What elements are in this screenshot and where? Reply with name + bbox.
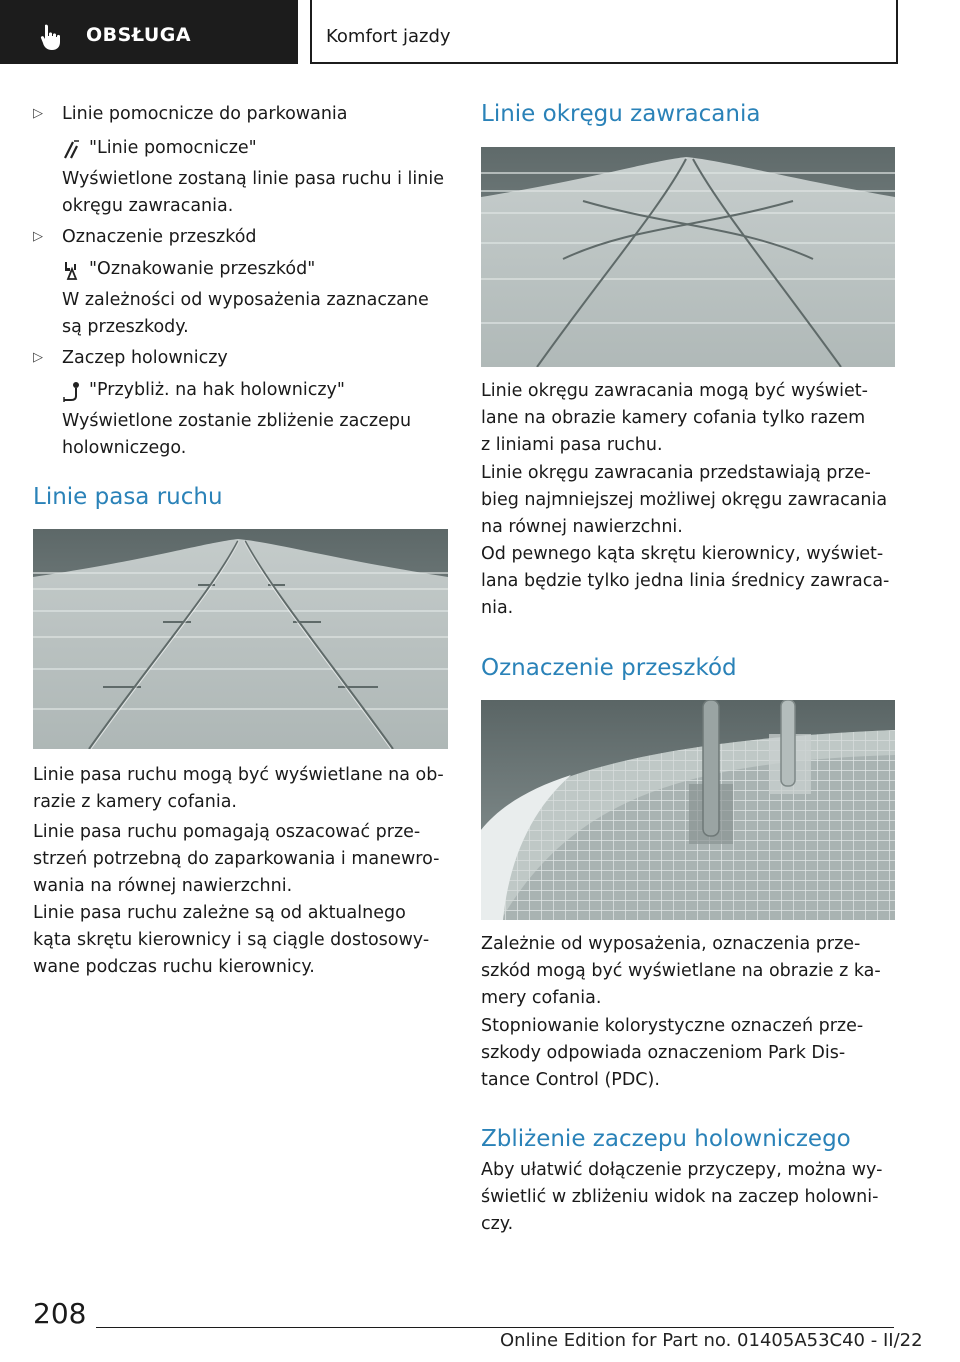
text-line: lana będzie tylko jedna linia średnicy zawraca- <box>481 571 890 591</box>
text-line: czy. <box>481 1214 514 1234</box>
chapter-title: Komfort jazdy <box>326 26 451 47</box>
page-number: 208 <box>33 1297 87 1330</box>
edition-footer: Online Edition for Part no. 01405A53C40 - II/22 <box>500 1330 923 1351</box>
text-line: okręgu zawracania. <box>62 196 234 216</box>
hand-pointer-icon <box>36 22 66 52</box>
text-line: Stopniowanie kolorystyczne oznaczeń prze- <box>481 1016 864 1036</box>
list-item-description <box>62 166 444 220</box>
obstacle-icon <box>62 259 82 281</box>
text-line: Zależnie od wyposażenia, oznaczenia prze- <box>481 934 861 954</box>
paragraph <box>481 1013 863 1094</box>
text-line: nia. <box>481 598 514 618</box>
text-line: lane na obrazie kamery cofania tylko razem <box>481 408 866 428</box>
option-name: "Przybliż. na hak holowniczy" <box>89 380 345 400</box>
option-name: "Linie pomocnicze" <box>89 138 257 158</box>
bullet-triangle-icon: ▷ <box>33 106 43 121</box>
text-line: razie z kamery cofania. <box>33 792 237 812</box>
list-item-description <box>62 408 411 462</box>
text-line: Linie pasa ruchu mogą być wyświetlane na ob- <box>33 765 444 785</box>
list-item-label: Zaczep holowniczy <box>62 348 228 368</box>
text-line: świetlić w zbliżeniu widok na zaczep holowni- <box>481 1187 879 1207</box>
text-line: kąta skrętu kierownicy i są ciągle dostosowy- <box>33 930 430 950</box>
paragraph <box>481 541 889 622</box>
option-name: "Oznakowanie przeszkód" <box>89 259 316 279</box>
paragraph <box>481 931 881 1012</box>
list-item-label: Linie pomocnicze do parkowania <box>62 104 348 124</box>
paragraph <box>33 819 439 900</box>
text-line: Wyświetlone zostaną linie pasa ruchu i linie <box>62 169 445 189</box>
text-line: z liniami pasa ruchu. <box>481 435 663 455</box>
text-line: mery cofania. <box>481 988 602 1008</box>
text-line: szkody odpowiada oznaczeniom Park Dis- <box>481 1043 846 1063</box>
turning-circle-illustration <box>481 147 895 367</box>
footer-divider <box>96 1327 894 1328</box>
paragraph <box>481 460 887 541</box>
text-line: tance Control (PDC). <box>481 1070 660 1090</box>
section-heading: Linie okręgu zawracania <box>481 101 761 127</box>
text-line: wane podczas ruchu kierownicy. <box>33 957 315 977</box>
lane-lines-illustration <box>33 529 448 749</box>
paragraph <box>481 378 868 459</box>
list-item-label: Oznaczenie przeszkód <box>62 227 257 247</box>
text-line: bieg najmniejszej możliwej okręgu zawracania <box>481 490 888 510</box>
chapter-title-box <box>310 0 898 64</box>
text-line: W zależności od wyposażenia zaznaczane <box>62 290 429 310</box>
paragraph <box>33 900 429 981</box>
paragraph <box>33 762 444 816</box>
text-line: szkód mogą być wyświetlane na obrazie z ka- <box>481 961 881 981</box>
text-line: Linie okręgu zawracania przedstawiają prze- <box>481 463 871 483</box>
text-line: strzeń potrzebną do zaparkowania i manewro- <box>33 849 440 869</box>
section-label: OBSŁUGA <box>86 24 192 46</box>
text-line: Od pewnego kąta skrętu kierownicy, wyświet- <box>481 544 884 564</box>
bullet-triangle-icon: ▷ <box>33 350 43 365</box>
bullet-triangle-icon: ▷ <box>33 229 43 244</box>
text-line: Wyświetlone zostanie zbliżenie zaczepu <box>62 411 412 431</box>
text-line: Linie pasa ruchu zależne są od aktualnego <box>33 903 406 923</box>
text-line: Linie pasa ruchu pomagają oszacować prze- <box>33 822 421 842</box>
text-line: holowniczego. <box>62 438 187 458</box>
paragraph <box>481 1157 882 1238</box>
section-tab <box>0 0 298 64</box>
tow-hitch-icon <box>62 380 82 402</box>
text-line: wania na równej nawierzchni. <box>33 876 293 896</box>
text-line: Aby ułatwić dołączenie przyczepy, można wy- <box>481 1160 883 1180</box>
obstacle-marking-illustration <box>481 700 895 920</box>
text-line: są przeszkody. <box>62 317 189 337</box>
text-line: na równej nawierzchni. <box>481 517 683 537</box>
section-heading: Oznaczenie przeszkód <box>481 655 737 681</box>
section-heading: Zbliżenie zaczepu holowniczego <box>481 1126 851 1152</box>
text-line: Linie okręgu zawracania mogą być wyświet- <box>481 381 868 401</box>
section-heading: Linie pasa ruchu <box>33 484 223 510</box>
list-item-description <box>62 287 429 341</box>
parking-lines-icon <box>62 138 82 160</box>
